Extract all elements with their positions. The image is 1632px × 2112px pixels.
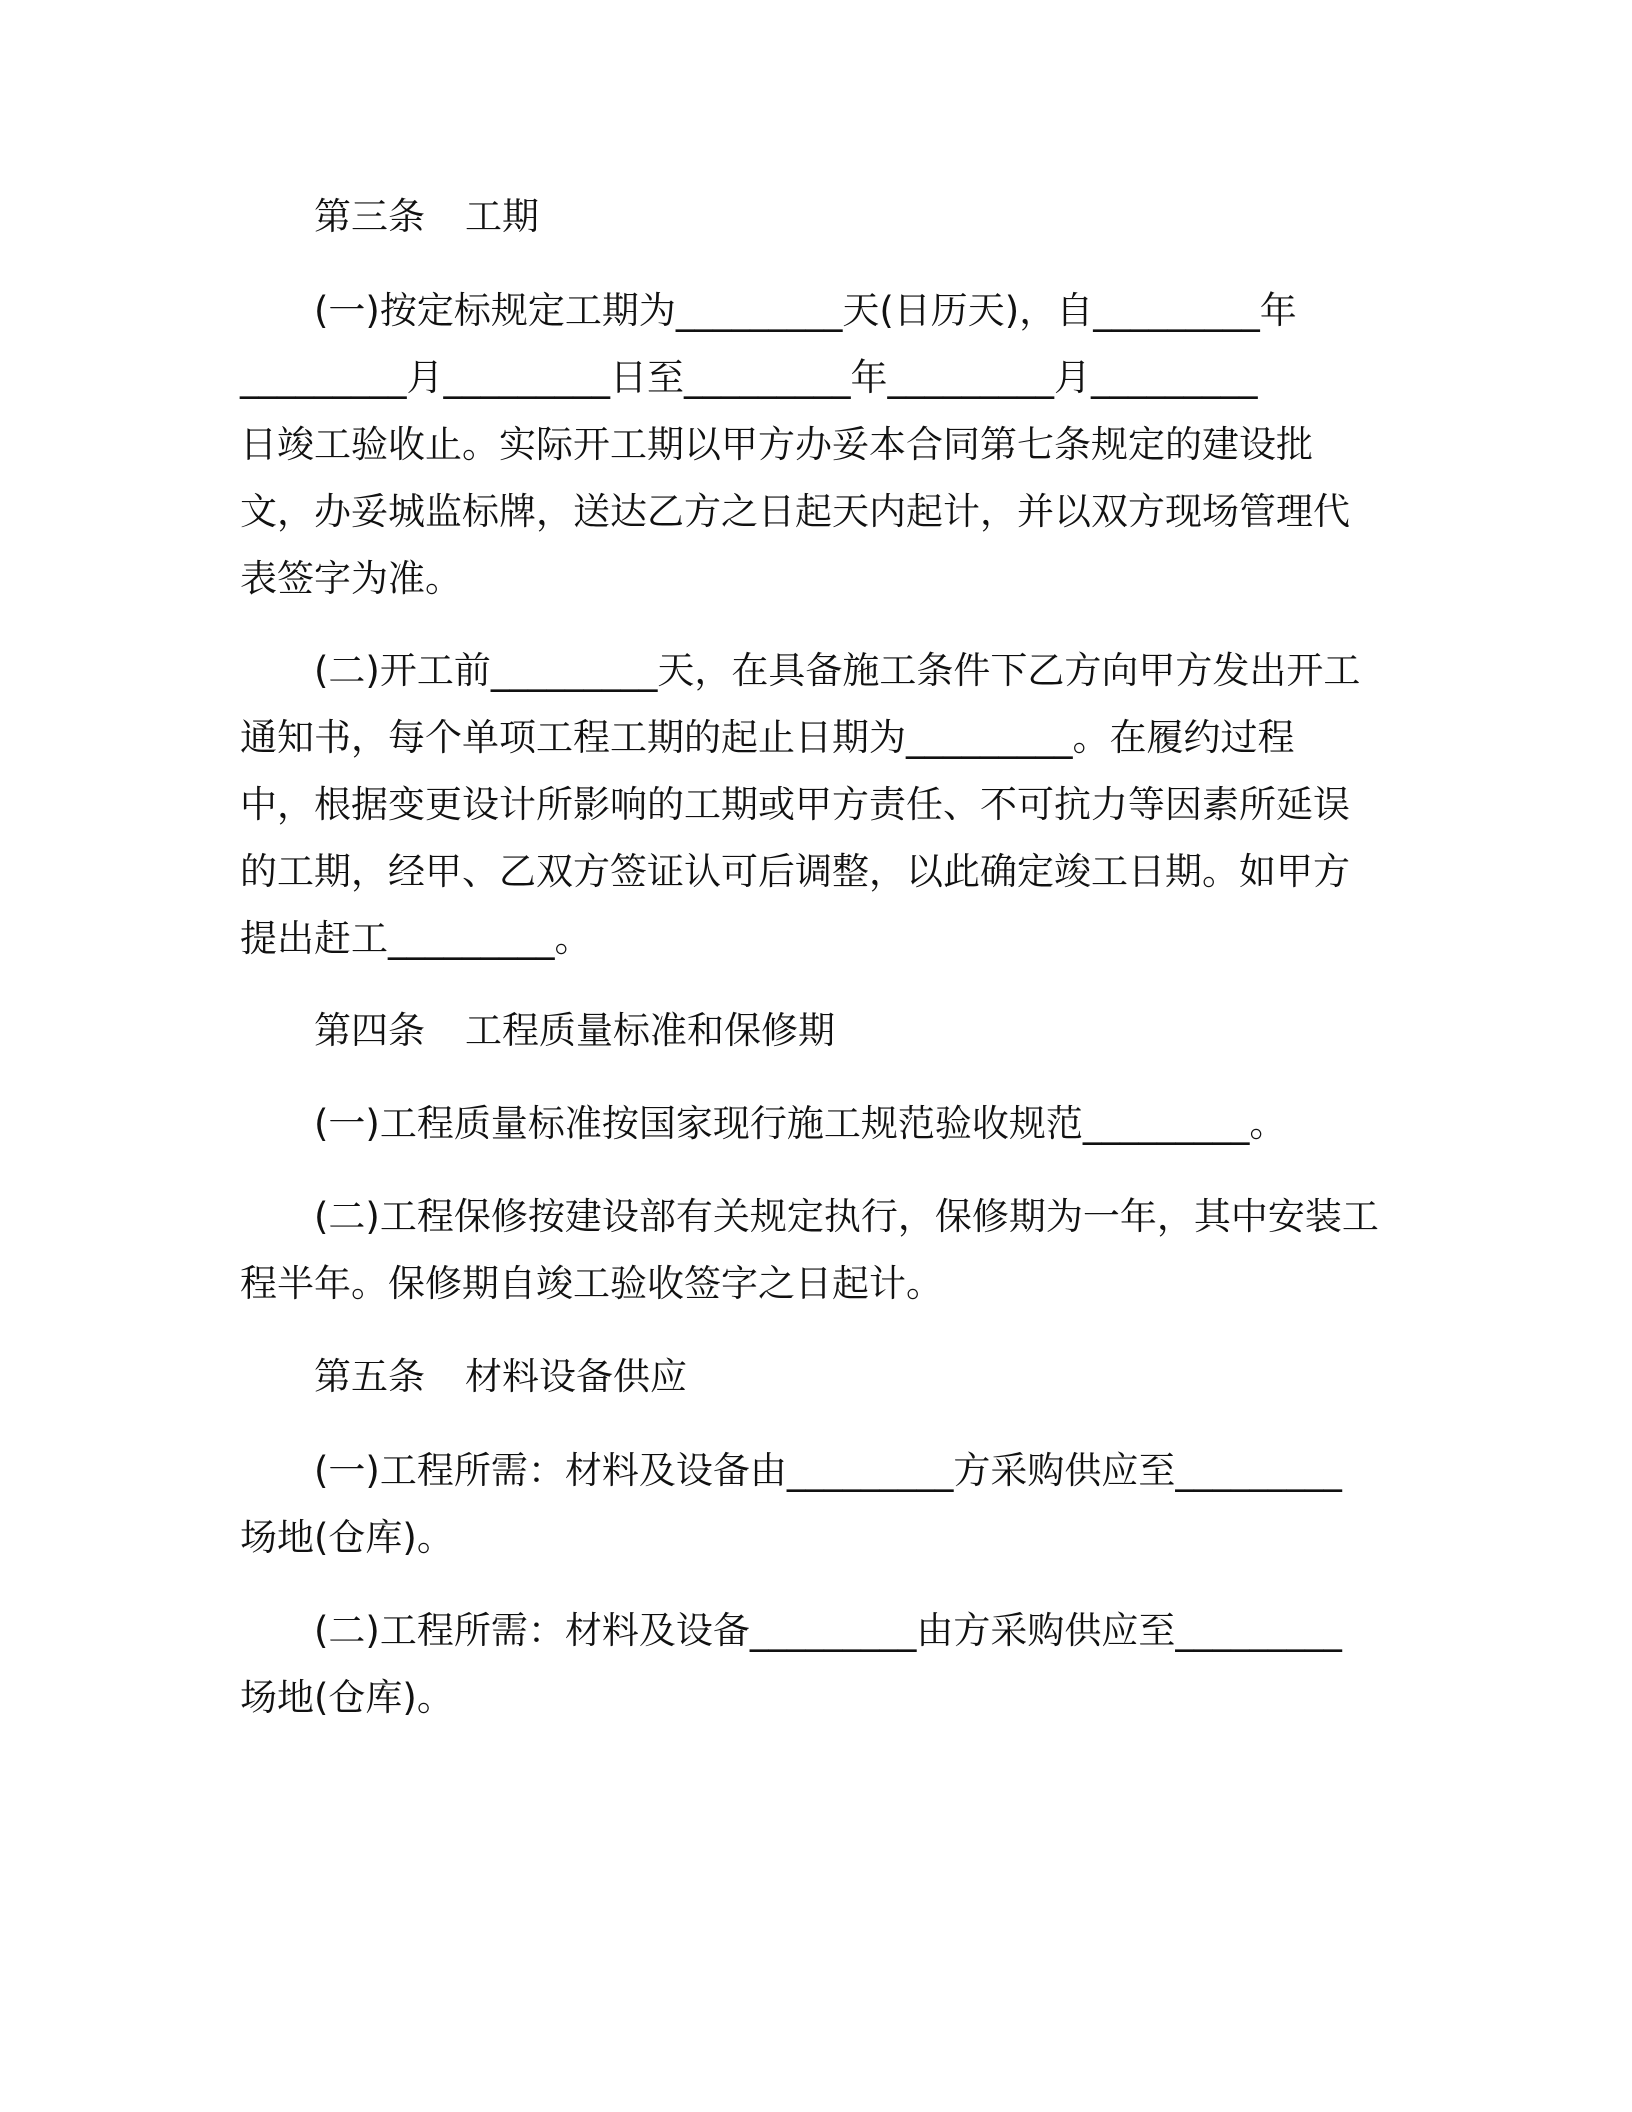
paragraph-line: 文，办妥城监标牌，送达乙方之日起天内起计，并以双方现场管理代 bbox=[240, 490, 1350, 533]
paragraph-line: 中，根据变更设计所影响的工期或甲方责任、不可抗力等因素所延误 bbox=[240, 783, 1350, 826]
article-4-heading bbox=[314, 997, 835, 1064]
article-4-paragraph-1 bbox=[240, 1090, 1400, 1157]
paragraph-line: 提出赶工_________。 bbox=[240, 917, 592, 960]
paragraph-line: (二)工程保修按建设部有关规定执行，保修期为一年，其中安装工 bbox=[314, 1195, 1379, 1238]
article-3-number: 第三条 bbox=[314, 195, 425, 238]
paragraph-line: 场地(仓库)。 bbox=[240, 1676, 454, 1719]
paragraph-line: (一)按定标规定工期为_________天(日历天)，自_________年 bbox=[314, 289, 1297, 332]
paragraph-line: (二)工程所需：材料及设备_________由方采购供应至_________ bbox=[314, 1609, 1342, 1652]
article-5-heading bbox=[314, 1343, 687, 1410]
paragraph-line: 的工期，经甲、乙双方签证认可后调整，以此确定竣工日期。如甲方 bbox=[240, 850, 1350, 893]
paragraph-line: 通知书，每个单项工程工期的起止日期为_________。在履约过程 bbox=[240, 716, 1295, 759]
article-3-paragraph-2 bbox=[240, 637, 1400, 972]
paragraph-line: 场地(仓库)。 bbox=[240, 1516, 454, 1559]
article-5-title: 材料设备供应 bbox=[465, 1355, 687, 1398]
paragraph-line: (一)工程质量标准按国家现行施工规范验收规范_________。 bbox=[314, 1102, 1287, 1145]
article-3-paragraph-1 bbox=[240, 277, 1400, 612]
paragraph-line: _________月_________日至_________年_________月_________ bbox=[240, 356, 1258, 399]
article-3-heading bbox=[314, 183, 539, 250]
article-5-paragraph-2 bbox=[240, 1597, 1400, 1731]
paragraph-line: 程半年。保修期自竣工验收签字之日起计。 bbox=[240, 1262, 943, 1305]
article-4-number: 第四条 bbox=[314, 1009, 425, 1052]
paragraph-line: 表签字为准。 bbox=[240, 557, 462, 600]
article-5-paragraph-1 bbox=[240, 1437, 1400, 1571]
article-5-number: 第五条 bbox=[314, 1355, 425, 1398]
paragraph-line: 日竣工验收止。实际开工期以甲方办妥本合同第七条规定的建设批 bbox=[240, 423, 1313, 466]
article-4-title: 工程质量标准和保修期 bbox=[465, 1009, 835, 1052]
article-3-title: 工期 bbox=[465, 195, 539, 238]
paragraph-line: (一)工程所需：材料及设备由_________方采购供应至_________ bbox=[314, 1449, 1342, 1492]
paragraph-line: (二)开工前_________天，在具备施工条件下乙方向甲方发出开工 bbox=[314, 649, 1361, 692]
article-4-paragraph-2 bbox=[240, 1183, 1400, 1317]
